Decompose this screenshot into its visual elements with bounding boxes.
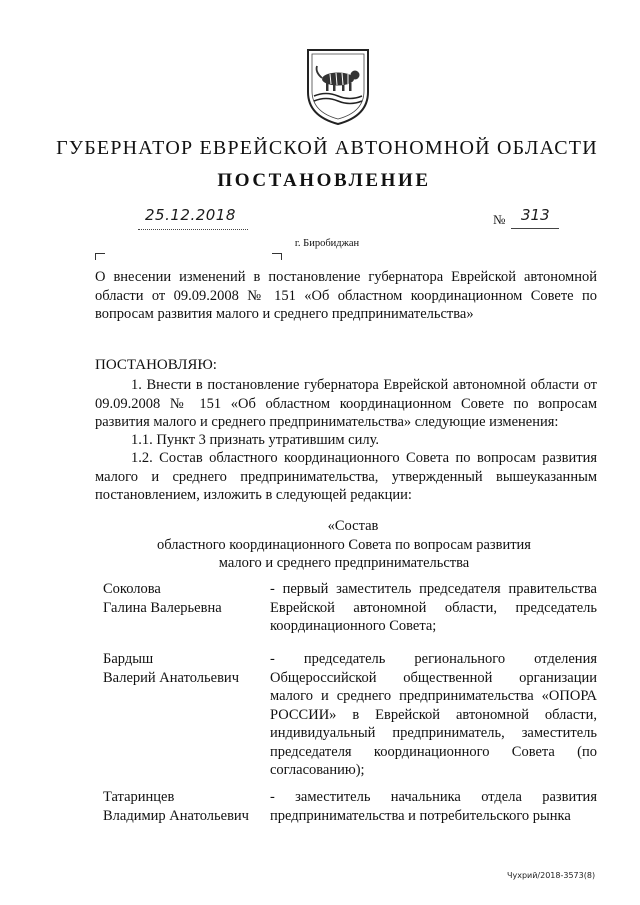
issuing-authority: ГУБЕРНАТОР ЕВРЕЙСКОЙ АВТОНОМНОЙ ОБЛАСТИ — [56, 137, 598, 159]
member-name — [103, 650, 263, 687]
member-surname: Бардыш — [103, 651, 154, 667]
paragraph-1-1: 1.1. Пункт 3 признать утратившим силу. — [131, 432, 380, 448]
document-type: ПОСТАНОВЛЕНИЕ — [217, 170, 431, 191]
composition-title-line: «Состав — [327, 518, 379, 534]
member-given-names: Валерий Анатольевич — [103, 669, 239, 686]
document-date: 25.12.2018 — [145, 206, 236, 224]
member-position: - председатель регионального отделения Общероссийской общественной организации малого и среднего предпринимательства «ОПОРА РОССИИ» в Еврейской автономной области, индивидуальный предприниматель, заместитель председателя координационного Совета (по согласованию); — [270, 651, 597, 778]
member-given-names: Галина Валерьевна — [103, 599, 222, 616]
member-position: - первый заместитель председателя правительства Еврейской автономной области, председатель координационного Совета; — [270, 581, 597, 634]
city: г. Биробиджан — [294, 238, 360, 249]
member-position: - заместитель начальника отдела развития предпринимательства и потребительского рынка — [270, 789, 597, 824]
document-number: 313 — [521, 206, 550, 224]
member-name — [103, 788, 263, 825]
title-corner-right — [272, 253, 282, 260]
composition-title — [140, 517, 548, 573]
member-name — [103, 580, 263, 617]
decree-word: ПОСТАНОВЛЯЮ: — [95, 357, 217, 373]
coat-of-arms-icon — [302, 44, 374, 128]
member-surname: Соколова — [103, 581, 161, 597]
document-code: Чухрий/2018-3573(8) — [507, 871, 596, 880]
member-given-names: Владимир Анатольевич — [103, 807, 249, 824]
paragraph-1-2: 1.2. Состав областного координационного Совета по вопросам развития малого и среднего предпринимательства, утвержденный вышеуказанным постановлением, изложить в следующей редакции: — [95, 450, 597, 503]
composition-title-line: малого и среднего предпринимательства — [218, 555, 470, 571]
document-title: О внесении изменений в постановление губернатора Еврейской автономной области от 09.09.2008 № 151 «Об областном координационном Совете по вопросам развития малого и среднего предпринимательства» — [95, 269, 597, 322]
composition-title-line: областного координационного Совета по вопросам развития — [157, 536, 531, 553]
number-label: № — [493, 212, 506, 227]
paragraph-1: 1. Внести в постановление губернатора Еврейской автономной области от 09.09.2008 № 151 «Об областном координационном Совете по вопросам развития малого и среднего предпринимательства» следующие изменения: — [95, 377, 597, 430]
title-corner-left — [95, 253, 105, 260]
member-surname: Татаринцев — [103, 789, 175, 805]
